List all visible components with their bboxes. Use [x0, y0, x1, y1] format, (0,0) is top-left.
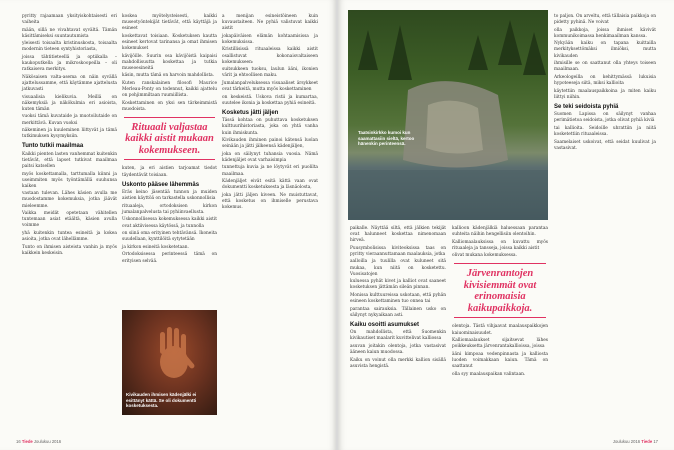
paragraph: vuoksi tämä kuvataide ja muotoilutaide on merkittävä. Kuvan vuoksi: [22, 114, 117, 126]
paragraph: Kristillisissä rituaaleissa kaikki aistit osallistuvat kokonaisvaltaiseen kokemukseen:: [222, 47, 318, 65]
paragraph: kallioon kädenjälkiä haluessaan parantaa suhteita näihin hengellisiin olentoihin.: [452, 226, 548, 238]
paragraph: Kaikki pienten lasten vanhemmat kuitenkin tietävät, että lapset tutkivat maailmaa paitsi katsellen: [22, 151, 117, 169]
page-number: 17: [653, 439, 658, 444]
paragraph: jokapäiväisen elämän kohtaamisissa ja kokemuksissa.: [222, 33, 318, 45]
left-footer: [16, 439, 61, 444]
left-column-1: [22, 14, 117, 258]
paragraph: joka jätti jäljen kiveen. Ne muistuttavat, että kosketus on ihmiselle perustava kokemus.: [222, 192, 318, 211]
paragraph: vastaan tulevan. Lähes käsien avulla me muodostamme kokemuksia, jotka jäävät mieleemme.: [22, 191, 117, 209]
paragraph: joka on säilynyt tuhansia vuosia. Nämä kädenjäljet ovat varhaisimpia: [222, 151, 318, 163]
paragraph: Saamelaiset uskoivat, että seidat kuulivat ja vastasivat.: [554, 139, 656, 151]
paragraph: visuaalisia kielikuvia. Meillä on näkemyksiä ja näkökulmia eri asioista, kuten tämän: [22, 94, 117, 112]
paragraph: suitsukkeen tuoksu, laulun ääni, ikonien värit ja ehtoollisen maku.: [222, 67, 318, 79]
pull-quote: Rituaali valjastaa kaikki aistit mukaan kokemukseen.: [124, 117, 215, 161]
left-column-3: [222, 14, 318, 213]
right-page: [338, 0, 674, 450]
paragraph: on keskeistä. Uskova ristii ja kumartaa, suutelee ikonia ja koskettaa pyhiä esineitä.: [222, 94, 318, 106]
magazine-brand: Tiede: [641, 439, 653, 444]
paragraph: aalloilla ja tuulilla ovat kuluneet sitä mukaa, kun niitä on kosketettu. Vuosisatojen: [350, 259, 446, 277]
paragraph: kuluessa pyhät kivet ja kalliot ovat saaneet kosketuksen jättämän sileän pinnan.: [350, 279, 446, 291]
issue-date: Joulukuu 2016: [612, 439, 641, 444]
paragraph: koskettavat toisiaan. Kosketuksen kautta esineet kertovat tarinansa ja omat ihmisen kokemukset: [122, 33, 217, 51]
right-footer: [613, 439, 658, 444]
paragraph: käytettiin maalauspaikkoina ja miten kaiku liittyi niihin.: [554, 88, 656, 100]
paragraph: Eräs keino jäsentää tunnon ja muiden aistien käyttöä on tarkastella uskonnollisia: [122, 190, 217, 202]
paragraph: Tässä kohtaa on puhuttava kosketuksen kulttuurihistoriasta, joka on yhtä vanha kuin ihmiskunta.: [222, 118, 318, 136]
paragraph: ja kirkon esineitä kosketetaan.: [122, 244, 189, 250]
paragraph: myös koskettamalla, tarttumalla kiinni ja useimmiten myös työntämällä suuhunsa kaiken: [22, 171, 117, 189]
paragraph: Ortodoksisessa perinteessä tämä on erityisen selvää.: [122, 252, 217, 264]
paragraph: On mahdollista, että Suomenkin kivikautiset maalarit kuvittelivat kalliossa: [350, 330, 446, 342]
paragraph: Kaiku on voinut olla merkki kallion sisällä asuvista hengistä.: [350, 357, 446, 369]
paragraph: Arkeologeilla on kehittymässä lukuisia hypoteeseja siitä, miksi kallioita: [554, 74, 656, 86]
paragraph: joissa tähtitieteellä ja optiikalla – kaukoputkella ja mikroskoopeilla – oli ratkaiseva merkitys.: [22, 55, 117, 73]
paragraph: Kalliomaalaukset sijaitsevat lähes poikkeuksetta järvenrantakallioissa, joissa: [452, 338, 548, 350]
paragraph: Vaikka meidät opetetaan vähitellen tuntemaan asiat etäältä, käsien avulla voimme: [22, 211, 117, 229]
paragraph: olla syy maalauspaikan valintaan.: [452, 371, 526, 377]
paragraph: Kalliomaalauksissa on kuvattu myös rituaaleja ja tansseja, joissa kaikki aistit: [452, 239, 548, 251]
subheading: Kosketus jätti jäljen: [222, 109, 279, 116]
paragraph: tai kallioita. Seidoille uhrattiin ja niitä kosketettiin rituaaleissa.: [554, 125, 656, 137]
paragraph: pyritty rajaamaan yksityiskohtaisesti eri vaiheita: [22, 14, 117, 26]
paragraph: parantaa sairauksia. Tällainen usko on säilynyt nykyaikaan asti.: [350, 306, 446, 318]
paragraph: ääni kimpoaa vedenpinnasta ja kalliosta luoden voimakkaan kaiun. Tämä on saattanut: [452, 351, 548, 370]
paragraph: olla paikkoja, joissa ihmiset kävivät kommunikoimassa henkimaailman kanssa.: [554, 27, 656, 39]
paragraph: olivat mukana kokemuksessa.: [452, 253, 517, 259]
subheading: Uskonto pääsee lähemmäs: [122, 181, 200, 188]
paragraph: to paljon. On arveltu, että tällaisia paikkoja on pidetty pyhinä. Ne voivat: [554, 14, 656, 26]
subheading: Se teki seidoista pyhiä: [554, 103, 619, 110]
right-column-3: [554, 14, 656, 153]
paragraph: käsin, mutta tämä on harvoin mahdollista.: [122, 73, 215, 79]
paragraph: Monissa kulttuureissa uskotaan, että pyhän esineen koskettaminen tuo onnea tai: [350, 292, 446, 305]
paragraph: yleisesti toisaalta kristinuskosta, toisaalta modernin tieteen syntyhistoriasta,: [22, 41, 117, 53]
handprint-photo: [122, 310, 217, 415]
paragraph: ihmisille se on saattanut olla yhteys toiseen maailmaan.: [554, 61, 656, 73]
paragraph: kuten, ja eri aistien tarjoamat tiedot täydentävät toisiaan.: [122, 166, 217, 178]
paragraph: Suomen Lapissa on säilynyt vanhaa perimätietoa seidoista, jotka olivat pyhiä kiviä: [554, 112, 656, 124]
paragraph: rituaaleja, ortodoksisen kirkon jumalanpalvelusta tai pyhiinvaellusta.: [122, 203, 217, 215]
photo-caption: Taatsinkirkko kumoi kun saamattasiin sieltä, kertoo hänenkin perinteensä.: [358, 130, 415, 147]
left-page: [0, 0, 336, 450]
paragraph: a menijan esineistöineen kuin kuvaustaiteen. Ne pyhiä valistuvat kaikki aistit: [222, 14, 318, 32]
lake-cliff-photo: [348, 10, 548, 220]
page-number: 16: [16, 439, 21, 444]
paragraph: Tunto on ihmisen aisteista vanhin ja myös kaikkein keskeisin.: [22, 244, 117, 256]
paragraph: Nykyään kaiku on tapana kuittailla merkityksettömäksi ilmiöksi, mutta kivikauden: [554, 41, 656, 59]
paragraph: Kivikauden ihminen painoi kätensä luolan seinään ja jätti jälkeensä kädenjäljen,: [222, 138, 318, 150]
paragraph: asuvan joitakin olentoja, jotka vastasivat ääneen kaiun muodossa.: [350, 344, 446, 356]
paragraph: on siinä oma erityinen tehtävänsä. Ikoneita suudellaan, kynttilöitä sytytetään: [122, 231, 217, 243]
right-column-2: [452, 226, 548, 379]
paragraph: koskea myötelysteisesti, kaikki museotyöntekijät tietävät, että käyttäjä ja esineet: [122, 14, 217, 32]
paragraph: Koskettaminen on yksi sen tärkeimmistä muodoista.: [122, 100, 217, 112]
paragraph: Uskonnollisessa kokemuksessa kaikki aistit ovat aktiivisessa käytössä, ja tunnolla: [122, 217, 217, 229]
paragraph: Jumalanpalveluksessa visuaaliset ärsykkeet ovat tärkeitä, mutta myös koskettaminen: [222, 80, 318, 93]
paragraph: paikalle. Näyttää siltä, että jälkien tekijät ovat halunneet koskettaa nimenomaan hirveä.: [350, 226, 446, 244]
paragraph: näkeminen ja kuuleminen liittyvät ja tämä tutkimuksen kysymyksiin.: [22, 128, 117, 140]
paragraph: mään, sillä ne vivahtavat syvältä. Tämän käsittämiseksi suuntautumista: [22, 27, 117, 39]
magazine-brand: Tiede: [21, 439, 33, 444]
forest-scene-icon: [348, 10, 548, 220]
subheading: Tunto tutkii maailmaa: [22, 143, 84, 150]
paragraph: Kuten ranskalainen filosofi Maurice Merleau-Ponty on todennut, kaikki ajattelu on pohjimmiltaan ruumiillista.: [122, 80, 217, 99]
left-column-2: [122, 14, 217, 266]
paragraph: Kädenjäljet eivät esitä kättä vaan ovat dokumentti kosketuksesta ja läsnäolosta,: [222, 179, 318, 191]
paragraph: Puusymbolisissa kiviteoksissa taas on pyritty vieraannuttamaan maalauksia, jotka: [350, 245, 446, 257]
pull-quote: Järvenrantojen kivisiemmät ovat erinomaisia kaikupaikkoja.: [454, 263, 546, 318]
issue-date: Joulukuu 2016: [33, 439, 62, 444]
paragraph: kävijöille. Suurin osa kävijöistä kaipaisi mahdollisuutta koskettaa ja tutkia museoesineitä: [122, 53, 217, 71]
paragraph: yhä kuitenkin tuntea esineitä ja kokea asioita, jotka ovat lähellämme.: [22, 230, 117, 242]
paragraph: Näkösaisen valta-asema on näin syvällä ajattelussamme, että käytämme ajattelusta jatkuvasti: [22, 74, 117, 93]
paragraph: tunnettuja kuvia ja ne löytyvät eri puolilta maailmaa.: [222, 165, 318, 177]
photo-caption: Kivikauden ihmisen kädenjälki ei esittänyt kättä. Se oli dokumentti kosketuksesta.: [126, 392, 197, 409]
right-column-1: [350, 226, 446, 371]
paragraph: olentoja. Tästä vihjaavat maalauspaikkojen kaiuominaisuudet.: [452, 324, 548, 336]
subheading: Kaiku osoitti asumukset: [350, 321, 420, 328]
